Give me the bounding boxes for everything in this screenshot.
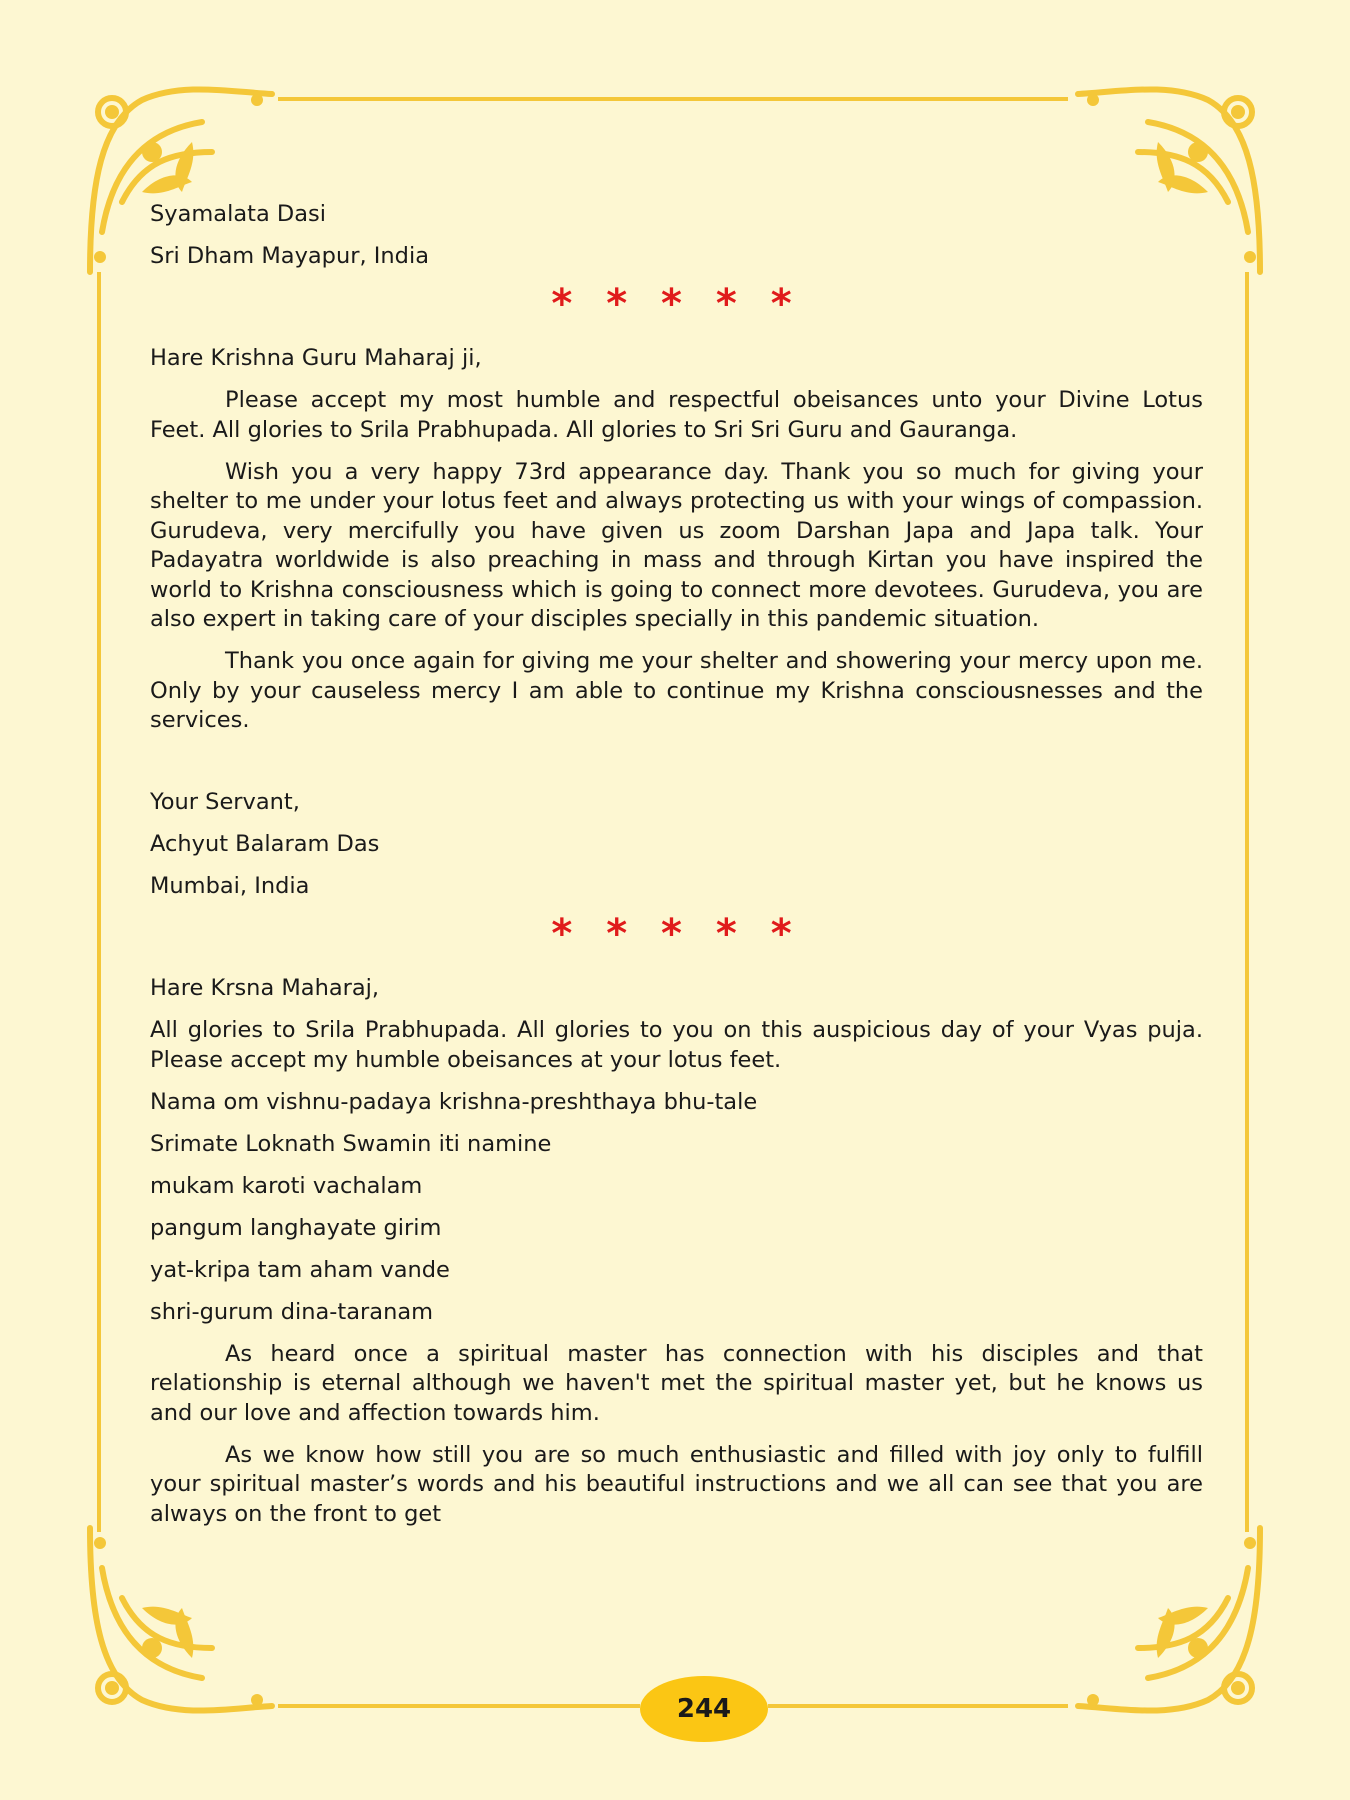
- verse-line: pangum langhayate girim: [150, 1214, 442, 1241]
- page-number: 244: [640, 1676, 768, 1742]
- page-content: [150, 200, 1203, 1542]
- verse-line: Srimate Loknath Swamin iti namine: [150, 1130, 552, 1157]
- letter-intro: All glories to Srila Prabhupada. All glories to you on this auspicious day of your Vyas puja. Please accept my humble obeisances at your lotus feet.: [150, 1017, 1203, 1073]
- verse-line: shri-gurum dina-taranam: [150, 1298, 434, 1325]
- star-separator: * * * * *: [551, 281, 802, 327]
- signature-location: Sri Dham Mayapur, India: [150, 243, 429, 269]
- border-bottom-line-right: [768, 1704, 1068, 1708]
- star-separator: * * * * *: [551, 911, 802, 957]
- border-left-line: [97, 272, 101, 1532]
- letter-paragraph: As we know how still you are so much enthusiastic and filled with joy only to fulfill your spiritual master’s words and his beautiful instructions and we all can see that you are always on the front to get: [150, 1441, 1203, 1527]
- letter-salutation: Hare Krishna Guru Maharaj ji,: [150, 345, 482, 371]
- signature-name: Achyut Balaram Das: [150, 831, 380, 857]
- verse-line: Nama om vishnu-padaya krishna-preshthaya bhu-tale: [150, 1088, 758, 1115]
- verse-line: mukam karoti vachalam: [150, 1172, 423, 1199]
- border-top-line: [278, 97, 1068, 101]
- letter-paragraph: As heard once a spiritual master has connection with his disciples and that relationship is eternal although we haven't met the spiritual master yet, but he knows us and our love and affection towards him.: [150, 1340, 1203, 1426]
- letter-salutation: Hare Krsna Maharaj,: [150, 975, 380, 1001]
- floral-corner-icon: [1068, 1518, 1268, 1718]
- letter-closing: Your Servant,: [150, 789, 300, 815]
- border-right-line: [1245, 272, 1249, 1532]
- verse-line: yat-kripa tam aham vande: [150, 1256, 450, 1283]
- signature-name: Syamalata Dasi: [150, 201, 326, 227]
- letter-paragraph: Thank you once again for giving me your shelter and showering your mercy upon me. Only by your causeless mercy I am able to continue my Krishna consciousnesses and the services.: [150, 648, 1203, 733]
- floral-corner-icon: [82, 1518, 282, 1718]
- signature-location: Mumbai, India: [150, 873, 310, 899]
- border-bottom-line-left: [278, 1704, 640, 1708]
- letter-paragraph: Please accept my most humble and respectful obeisances unto your Divine Lotus Feet. All glories to Srila Prabhupada. All glories to Sri Sri Guru and Gauranga.: [150, 387, 1203, 443]
- letter-paragraph: Wish you a very happy 73rd appearance day. Thank you so much for giving your shelter to me under your lotus feet and always protecting us with your wings of compassion. Gurudeva, very mercifully you have given us zoom Darshan Japa and Japa talk. Your Padayatra worldwide is also preaching in mass and through Kirtan you have inspired the world to Krishna consciousness which is going to connect more devotees. Gurudeva, you are also expert in taking care of your disciples specially in this pandemic situation.: [150, 458, 1203, 632]
